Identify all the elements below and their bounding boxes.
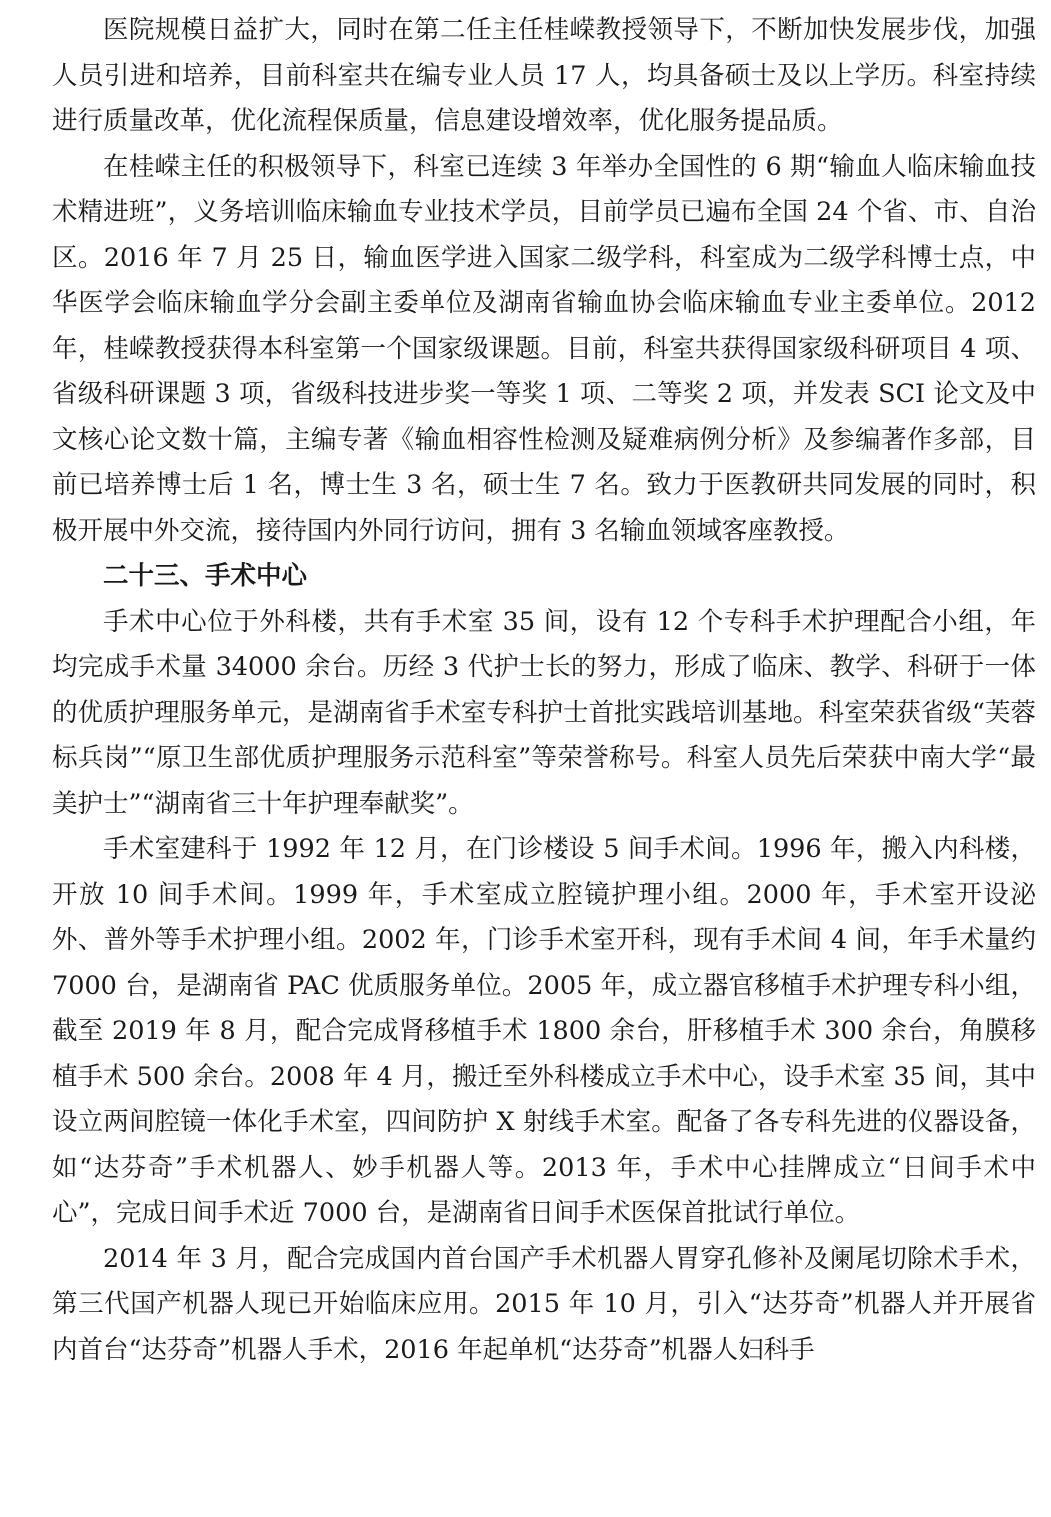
- body-paragraph: 2014 年 3 月，配合完成国内首台国产手术机器人胃穿孔修补及阑尾切除术手术，第三代国产机器人现已开始临床应用。2015 年 10 月，引入“达芬奇”机器人并开展省内首台“达芬奇”机器人手术，2016 年起单机“达芬奇”机器人妇科手: [52, 1243, 1036, 1365]
- document-page: [52, 8, 1036, 1373]
- body-paragraph: 医院规模日益扩大，同时在第二任主任桂嵘教授领导下，不断加快发展步伐，加强人员引进和培养，目前科室共在编专业人员 17 人，均具备硕士及以上学历。科室持续进行质量改革，优化流程保质量，信息建设增效率，优化服务提品质。: [52, 15, 1036, 136]
- body-paragraph: 手术室建科于 1992 年 12 月，在门诊楼设 5 间手术间。1996 年，搬入内科楼，开放 10 间手术间。1999 年，手术室成立腔镜护理小组。2000 年，手术室开设泌外、普外等手术护理小组。2002 年，门诊手术室开科，现有手术间 4 间，年手术量约 7000 台，是湖南省 PAC 优质服务单位。2005 年，成立器官移植手术护理专科小组，截至 2019 年 8 月，配合完成肾移植手术 1800 余台，肝移植手术 300 余台，角膜移植手术 500 余台。2008 年 4 月，搬迁至外科楼成立手术中心，设手术室 35 间，其中设立两间腔镜一体化手术室，四间防护 X 射线手术室。配备了各专科先进的仪器设备，如“达芬奇”手术机器人、妙手机器人等。2013 年，手术中心挂牌成立“日间手术中心”，完成日间手术近 7000 台，是湖南省日间手术医保首批试行单位。: [52, 834, 1036, 1228]
- body-paragraph: 手术中心位于外科楼，共有手术室 35 间，设有 12 个专科手术护理配合小组，年均完成手术量 34000 余台。历经 3 代护士长的努力，形成了临床、教学、科研于一体的优质护理服务单元，是湖南省手术室专科护士首批实践培训基地。科室荣获省级“芙蓉标兵岗”“原卫生部优质护理服务示范科室”等荣誉称号。科室人员先后荣获中南大学“最美护士”“湖南省三十年护理奉献奖”。: [52, 606, 1036, 819]
- body-paragraph: 在桂嵘主任的积极领导下，科室已连续 3 年举办全国性的 6 期“输血人临床输血技术精进班”，义务培训临床输血专业技术学员，目前学员已遍布全国 24 个省、市、自治区。2016 年 7 月 25 日，输血医学进入国家二级学科，科室成为二级学科博士点，中华医学会临床输血学分会副主委单位及湖南省输血协会临床输血专业主委单位。2012 年，桂嵘教授获得本科室第一个国家级课题。目前，科室共获得国家级科研项目 4 项、省级科研课题 3 项，省级科技进步奖一等奖 1 项、二等奖 2 项，并发表 SCI 论文及中文核心论文数十篇，主编专著《输血相容性检测及疑难病例分析》及参编著作多部，目前已培养博士后 1 名，博士生 3 名，硕士生 7 名。致力于医教研共同发展的同时，积极开展中外交流，接待国内外同行访问，拥有 3 名输血领域客座教授。: [52, 151, 1036, 546]
- section-heading: 二十三、手术中心: [103, 561, 308, 591]
